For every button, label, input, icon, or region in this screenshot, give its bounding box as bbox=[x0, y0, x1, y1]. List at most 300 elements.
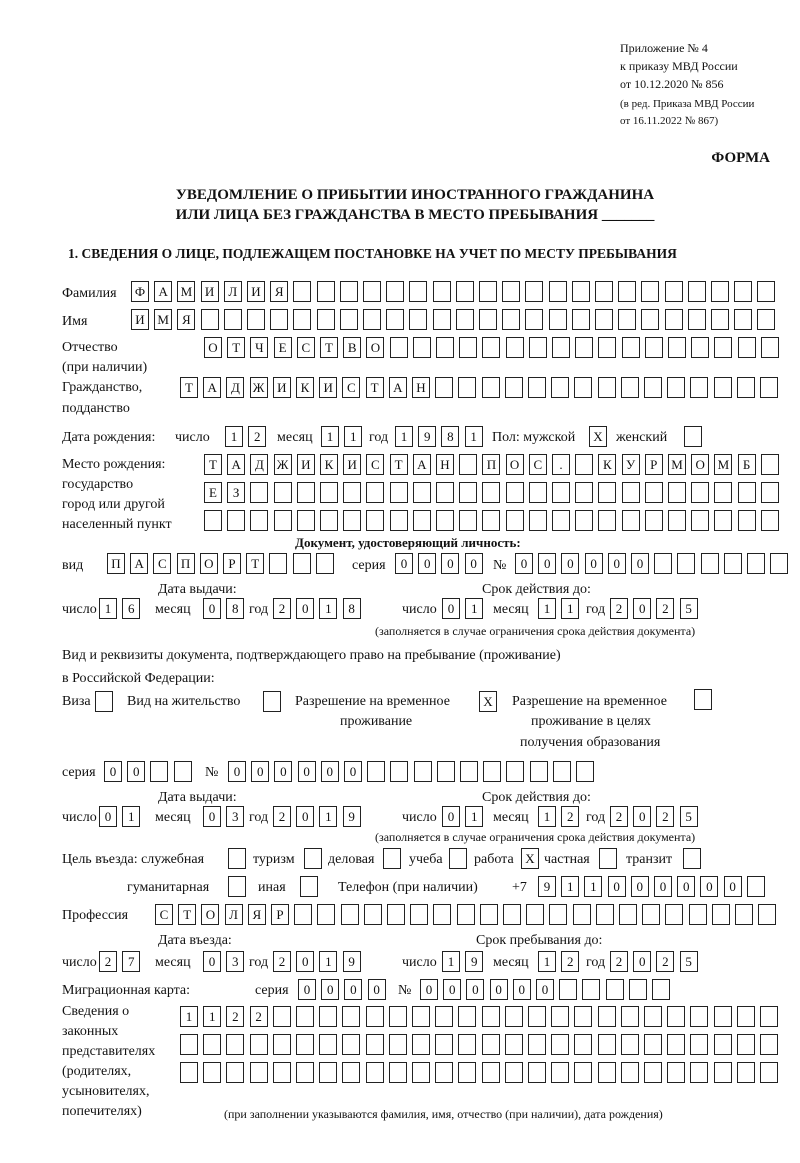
char-box[interactable] bbox=[757, 309, 775, 330]
char-box[interactable] bbox=[618, 309, 636, 330]
char-box[interactable]: 2 bbox=[273, 951, 291, 972]
char-box[interactable]: 0 bbox=[321, 761, 339, 782]
char-box[interactable] bbox=[595, 281, 613, 302]
char-box[interactable]: И bbox=[297, 454, 315, 475]
char-box[interactable]: 0 bbox=[420, 979, 438, 1000]
char-box[interactable] bbox=[273, 1034, 291, 1055]
char-box[interactable]: 9 bbox=[538, 876, 556, 897]
char-box[interactable]: 0 bbox=[298, 761, 316, 782]
char-box[interactable]: 0 bbox=[203, 806, 221, 827]
char-box[interactable]: 9 bbox=[343, 806, 361, 827]
char-box[interactable] bbox=[761, 454, 779, 475]
char-box[interactable] bbox=[389, 1062, 407, 1083]
char-box[interactable] bbox=[761, 510, 779, 531]
char-box[interactable]: 0 bbox=[654, 876, 672, 897]
char-box[interactable]: 0 bbox=[228, 761, 246, 782]
char-box[interactable] bbox=[433, 281, 451, 302]
char-box[interactable] bbox=[409, 281, 427, 302]
char-box[interactable]: 2 bbox=[610, 806, 628, 827]
char-box[interactable]: О bbox=[201, 904, 219, 925]
char-box[interactable]: 0 bbox=[515, 553, 533, 574]
char-box[interactable] bbox=[529, 482, 547, 503]
char-box[interactable] bbox=[665, 904, 683, 925]
char-box[interactable]: 0 bbox=[441, 553, 459, 574]
char-box[interactable] bbox=[273, 1062, 291, 1083]
char-box[interactable]: П bbox=[482, 454, 500, 475]
char-box[interactable] bbox=[688, 309, 706, 330]
char-box[interactable] bbox=[459, 482, 477, 503]
char-box[interactable] bbox=[366, 510, 384, 531]
char-box[interactable]: Т bbox=[178, 904, 196, 925]
char-box[interactable] bbox=[412, 1062, 430, 1083]
char-box[interactable]: 0 bbox=[368, 979, 386, 1000]
char-box[interactable] bbox=[645, 337, 663, 358]
char-box[interactable] bbox=[228, 848, 246, 869]
char-box[interactable] bbox=[482, 1034, 500, 1055]
char-box[interactable] bbox=[559, 979, 577, 1000]
char-box[interactable]: К bbox=[320, 454, 338, 475]
char-box[interactable] bbox=[457, 904, 475, 925]
char-box[interactable]: И bbox=[131, 309, 149, 330]
char-box[interactable]: 0 bbox=[104, 761, 122, 782]
char-box[interactable] bbox=[203, 1034, 221, 1055]
char-box[interactable] bbox=[574, 1006, 592, 1027]
char-box[interactable]: 2 bbox=[610, 598, 628, 619]
char-box[interactable]: 0 bbox=[466, 979, 484, 1000]
char-box[interactable] bbox=[667, 1034, 685, 1055]
char-box[interactable] bbox=[738, 337, 756, 358]
char-box[interactable] bbox=[734, 309, 752, 330]
char-box[interactable] bbox=[341, 904, 359, 925]
char-box[interactable] bbox=[665, 309, 683, 330]
char-box[interactable] bbox=[386, 281, 404, 302]
char-box[interactable]: П bbox=[177, 553, 195, 574]
char-box[interactable] bbox=[690, 1062, 708, 1083]
char-box[interactable] bbox=[596, 904, 614, 925]
char-box[interactable]: 8 bbox=[226, 598, 244, 619]
char-box[interactable]: 1 bbox=[344, 426, 362, 447]
char-box[interactable] bbox=[366, 482, 384, 503]
char-box[interactable] bbox=[619, 904, 637, 925]
char-box[interactable] bbox=[456, 309, 474, 330]
char-box[interactable] bbox=[409, 309, 427, 330]
char-box[interactable]: X bbox=[479, 691, 497, 712]
char-box[interactable] bbox=[319, 1034, 337, 1055]
char-box[interactable] bbox=[435, 377, 453, 398]
char-box[interactable] bbox=[293, 281, 311, 302]
char-box[interactable] bbox=[690, 1006, 708, 1027]
char-box[interactable] bbox=[502, 281, 520, 302]
char-box[interactable] bbox=[300, 876, 318, 897]
char-box[interactable]: М bbox=[668, 454, 686, 475]
char-box[interactable] bbox=[575, 482, 593, 503]
char-box[interactable]: О bbox=[204, 337, 222, 358]
char-box[interactable] bbox=[714, 1062, 732, 1083]
char-box[interactable] bbox=[317, 904, 335, 925]
char-box[interactable] bbox=[340, 309, 358, 330]
char-box[interactable] bbox=[683, 848, 701, 869]
char-box[interactable]: Т bbox=[366, 377, 384, 398]
char-box[interactable]: 0 bbox=[274, 761, 292, 782]
char-box[interactable]: 1 bbox=[225, 426, 243, 447]
char-box[interactable] bbox=[621, 1034, 639, 1055]
char-box[interactable]: 0 bbox=[490, 979, 508, 1000]
char-box[interactable] bbox=[528, 1034, 546, 1055]
char-box[interactable] bbox=[506, 337, 524, 358]
char-box[interactable] bbox=[410, 904, 428, 925]
char-box[interactable] bbox=[711, 309, 729, 330]
char-box[interactable] bbox=[760, 1034, 778, 1055]
char-box[interactable] bbox=[689, 904, 707, 925]
char-box[interactable]: О bbox=[506, 454, 524, 475]
char-box[interactable] bbox=[598, 337, 616, 358]
char-box[interactable] bbox=[180, 1034, 198, 1055]
char-box[interactable]: 0 bbox=[585, 553, 603, 574]
char-box[interactable]: Ф bbox=[131, 281, 149, 302]
char-box[interactable] bbox=[274, 482, 292, 503]
char-box[interactable]: К bbox=[296, 377, 314, 398]
char-box[interactable] bbox=[389, 1006, 407, 1027]
char-box[interactable] bbox=[642, 904, 660, 925]
char-box[interactable]: 9 bbox=[343, 951, 361, 972]
char-box[interactable]: 1 bbox=[180, 1006, 198, 1027]
char-box[interactable] bbox=[367, 761, 385, 782]
char-box[interactable] bbox=[760, 377, 778, 398]
char-box[interactable] bbox=[459, 510, 477, 531]
char-box[interactable] bbox=[549, 281, 567, 302]
char-box[interactable] bbox=[502, 309, 520, 330]
char-box[interactable] bbox=[364, 904, 382, 925]
char-box[interactable] bbox=[366, 1062, 384, 1083]
char-box[interactable]: Н bbox=[436, 454, 454, 475]
char-box[interactable]: Л bbox=[224, 281, 242, 302]
char-box[interactable] bbox=[690, 377, 708, 398]
char-box[interactable] bbox=[293, 553, 311, 574]
char-box[interactable]: 0 bbox=[443, 979, 461, 1000]
char-box[interactable] bbox=[644, 1034, 662, 1055]
char-box[interactable] bbox=[297, 510, 315, 531]
char-box[interactable] bbox=[203, 1062, 221, 1083]
char-box[interactable] bbox=[482, 1006, 500, 1027]
char-box[interactable]: 2 bbox=[99, 951, 117, 972]
char-box[interactable] bbox=[414, 761, 432, 782]
char-box[interactable] bbox=[714, 1006, 732, 1027]
char-box[interactable] bbox=[250, 482, 268, 503]
char-box[interactable] bbox=[297, 482, 315, 503]
char-box[interactable] bbox=[529, 510, 547, 531]
char-box[interactable] bbox=[390, 337, 408, 358]
char-box[interactable]: 7 bbox=[122, 951, 140, 972]
char-box[interactable] bbox=[622, 337, 640, 358]
char-box[interactable]: 0 bbox=[442, 598, 460, 619]
char-box[interactable] bbox=[459, 454, 477, 475]
char-box[interactable] bbox=[737, 1006, 755, 1027]
char-box[interactable] bbox=[263, 691, 281, 712]
char-box[interactable] bbox=[598, 510, 616, 531]
char-box[interactable] bbox=[506, 761, 524, 782]
char-box[interactable]: Н bbox=[412, 377, 430, 398]
char-box[interactable]: И bbox=[319, 377, 337, 398]
char-box[interactable] bbox=[574, 1062, 592, 1083]
char-box[interactable] bbox=[227, 510, 245, 531]
char-box[interactable] bbox=[760, 1062, 778, 1083]
char-box[interactable]: М bbox=[714, 454, 732, 475]
char-box[interactable]: Р bbox=[271, 904, 289, 925]
char-box[interactable] bbox=[458, 1062, 476, 1083]
char-box[interactable] bbox=[573, 904, 591, 925]
char-box[interactable]: 1 bbox=[538, 951, 556, 972]
char-box[interactable]: 0 bbox=[296, 598, 314, 619]
char-box[interactable] bbox=[274, 510, 292, 531]
char-box[interactable] bbox=[652, 979, 670, 1000]
char-box[interactable]: 0 bbox=[395, 553, 413, 574]
char-box[interactable]: 1 bbox=[465, 426, 483, 447]
char-box[interactable]: 1 bbox=[395, 426, 413, 447]
char-box[interactable] bbox=[363, 309, 381, 330]
char-box[interactable]: М bbox=[177, 281, 195, 302]
char-box[interactable] bbox=[180, 1062, 198, 1083]
char-box[interactable]: 2 bbox=[250, 1006, 268, 1027]
char-box[interactable]: С bbox=[155, 904, 173, 925]
char-box[interactable] bbox=[701, 553, 719, 574]
char-box[interactable] bbox=[714, 510, 732, 531]
char-box[interactable]: 2 bbox=[226, 1006, 244, 1027]
char-box[interactable]: 1 bbox=[319, 598, 337, 619]
char-box[interactable] bbox=[747, 876, 765, 897]
char-box[interactable]: X bbox=[589, 426, 607, 447]
char-box[interactable] bbox=[621, 1062, 639, 1083]
char-box[interactable] bbox=[343, 482, 361, 503]
char-box[interactable] bbox=[724, 553, 742, 574]
char-box[interactable] bbox=[204, 510, 222, 531]
char-box[interactable]: С bbox=[366, 454, 384, 475]
char-box[interactable]: О bbox=[366, 337, 384, 358]
char-box[interactable]: 1 bbox=[538, 598, 556, 619]
char-box[interactable] bbox=[529, 337, 547, 358]
char-box[interactable]: 0 bbox=[321, 979, 339, 1000]
char-box[interactable] bbox=[460, 761, 478, 782]
char-box[interactable]: 0 bbox=[418, 553, 436, 574]
char-box[interactable] bbox=[691, 510, 709, 531]
char-box[interactable]: 0 bbox=[203, 951, 221, 972]
char-box[interactable]: Т bbox=[390, 454, 408, 475]
char-box[interactable] bbox=[629, 979, 647, 1000]
char-box[interactable] bbox=[449, 848, 467, 869]
char-box[interactable] bbox=[304, 848, 322, 869]
char-box[interactable]: 1 bbox=[584, 876, 602, 897]
char-box[interactable] bbox=[456, 281, 474, 302]
char-box[interactable] bbox=[390, 761, 408, 782]
char-box[interactable] bbox=[688, 281, 706, 302]
char-box[interactable] bbox=[340, 281, 358, 302]
char-box[interactable]: . bbox=[552, 454, 570, 475]
char-box[interactable] bbox=[552, 337, 570, 358]
char-box[interactable] bbox=[320, 482, 338, 503]
char-box[interactable] bbox=[668, 337, 686, 358]
char-box[interactable] bbox=[694, 689, 712, 710]
char-box[interactable]: Я bbox=[270, 281, 288, 302]
char-box[interactable] bbox=[342, 1034, 360, 1055]
char-box[interactable]: X bbox=[521, 848, 539, 869]
char-box[interactable]: Р bbox=[223, 553, 241, 574]
char-box[interactable] bbox=[437, 761, 455, 782]
char-box[interactable] bbox=[270, 309, 288, 330]
char-box[interactable] bbox=[598, 482, 616, 503]
char-box[interactable] bbox=[758, 904, 776, 925]
char-box[interactable]: 6 bbox=[122, 598, 140, 619]
char-box[interactable]: 0 bbox=[127, 761, 145, 782]
char-box[interactable] bbox=[574, 1034, 592, 1055]
char-box[interactable]: 1 bbox=[99, 598, 117, 619]
char-box[interactable] bbox=[226, 1062, 244, 1083]
char-box[interactable] bbox=[606, 979, 624, 1000]
char-box[interactable] bbox=[598, 1034, 616, 1055]
char-box[interactable]: 0 bbox=[251, 761, 269, 782]
char-box[interactable] bbox=[691, 482, 709, 503]
char-box[interactable] bbox=[684, 426, 702, 447]
char-box[interactable] bbox=[296, 1006, 314, 1027]
char-box[interactable] bbox=[668, 482, 686, 503]
char-box[interactable] bbox=[482, 482, 500, 503]
char-box[interactable] bbox=[641, 309, 659, 330]
char-box[interactable] bbox=[575, 454, 593, 475]
char-box[interactable]: И bbox=[343, 454, 361, 475]
char-box[interactable]: Е bbox=[274, 337, 292, 358]
char-box[interactable]: Б bbox=[738, 454, 756, 475]
char-box[interactable]: 3 bbox=[226, 951, 244, 972]
char-box[interactable] bbox=[690, 1034, 708, 1055]
char-box[interactable]: 1 bbox=[465, 806, 483, 827]
char-box[interactable]: З bbox=[227, 482, 245, 503]
char-box[interactable] bbox=[294, 904, 312, 925]
char-box[interactable] bbox=[390, 510, 408, 531]
char-box[interactable]: 0 bbox=[608, 876, 626, 897]
char-box[interactable] bbox=[598, 1006, 616, 1027]
char-box[interactable] bbox=[247, 309, 265, 330]
char-box[interactable] bbox=[413, 510, 431, 531]
char-box[interactable] bbox=[387, 904, 405, 925]
char-box[interactable] bbox=[737, 377, 755, 398]
char-box[interactable] bbox=[525, 309, 543, 330]
char-box[interactable] bbox=[528, 1062, 546, 1083]
char-box[interactable] bbox=[665, 281, 683, 302]
char-box[interactable]: В bbox=[343, 337, 361, 358]
char-box[interactable]: Т bbox=[320, 337, 338, 358]
char-box[interactable]: 0 bbox=[344, 979, 362, 1000]
char-box[interactable]: 5 bbox=[680, 598, 698, 619]
char-box[interactable]: И bbox=[201, 281, 219, 302]
char-box[interactable]: Ж bbox=[274, 454, 292, 475]
char-box[interactable] bbox=[574, 377, 592, 398]
char-box[interactable] bbox=[575, 510, 593, 531]
char-box[interactable] bbox=[761, 482, 779, 503]
char-box[interactable]: 1 bbox=[538, 806, 556, 827]
char-box[interactable]: О bbox=[691, 454, 709, 475]
char-box[interactable] bbox=[412, 1034, 430, 1055]
char-box[interactable]: У bbox=[622, 454, 640, 475]
char-box[interactable] bbox=[553, 761, 571, 782]
char-box[interactable] bbox=[436, 510, 454, 531]
char-box[interactable] bbox=[389, 1034, 407, 1055]
char-box[interactable] bbox=[386, 309, 404, 330]
char-box[interactable] bbox=[459, 337, 477, 358]
char-box[interactable]: 0 bbox=[344, 761, 362, 782]
char-box[interactable] bbox=[714, 377, 732, 398]
char-box[interactable] bbox=[645, 510, 663, 531]
char-box[interactable] bbox=[735, 904, 753, 925]
char-box[interactable]: И bbox=[273, 377, 291, 398]
char-box[interactable] bbox=[738, 510, 756, 531]
char-box[interactable]: 0 bbox=[608, 553, 626, 574]
char-box[interactable]: Я bbox=[248, 904, 266, 925]
char-box[interactable] bbox=[668, 510, 686, 531]
char-box[interactable]: Ж bbox=[250, 377, 268, 398]
char-box[interactable]: 1 bbox=[319, 806, 337, 827]
char-box[interactable] bbox=[505, 1006, 523, 1027]
char-box[interactable] bbox=[363, 281, 381, 302]
char-box[interactable]: 0 bbox=[538, 553, 556, 574]
char-box[interactable]: 0 bbox=[631, 876, 649, 897]
char-box[interactable]: Р bbox=[645, 454, 663, 475]
char-box[interactable] bbox=[644, 1062, 662, 1083]
char-box[interactable]: 0 bbox=[724, 876, 742, 897]
char-box[interactable]: 9 bbox=[465, 951, 483, 972]
char-box[interactable]: Л bbox=[225, 904, 243, 925]
char-box[interactable] bbox=[528, 1006, 546, 1027]
char-box[interactable]: А bbox=[203, 377, 221, 398]
char-box[interactable]: 2 bbox=[561, 806, 579, 827]
char-box[interactable] bbox=[228, 876, 246, 897]
char-box[interactable]: 1 bbox=[465, 598, 483, 619]
char-box[interactable] bbox=[618, 281, 636, 302]
char-box[interactable] bbox=[201, 309, 219, 330]
char-box[interactable] bbox=[677, 553, 695, 574]
char-box[interactable] bbox=[458, 377, 476, 398]
char-box[interactable] bbox=[413, 337, 431, 358]
char-box[interactable]: 0 bbox=[633, 951, 651, 972]
char-box[interactable] bbox=[714, 1034, 732, 1055]
char-box[interactable] bbox=[712, 904, 730, 925]
char-box[interactable] bbox=[482, 377, 500, 398]
char-box[interactable] bbox=[436, 482, 454, 503]
char-box[interactable]: Т bbox=[246, 553, 264, 574]
char-box[interactable] bbox=[479, 281, 497, 302]
char-box[interactable] bbox=[503, 904, 521, 925]
char-box[interactable]: 8 bbox=[343, 598, 361, 619]
char-box[interactable]: 2 bbox=[656, 951, 674, 972]
char-box[interactable]: С bbox=[529, 454, 547, 475]
char-box[interactable]: Т bbox=[227, 337, 245, 358]
char-box[interactable] bbox=[644, 377, 662, 398]
char-box[interactable] bbox=[482, 510, 500, 531]
char-box[interactable] bbox=[552, 482, 570, 503]
char-box[interactable] bbox=[770, 553, 788, 574]
char-box[interactable] bbox=[572, 281, 590, 302]
char-box[interactable] bbox=[595, 309, 613, 330]
char-box[interactable]: 1 bbox=[122, 806, 140, 827]
char-box[interactable] bbox=[599, 848, 617, 869]
char-box[interactable] bbox=[551, 1062, 569, 1083]
char-box[interactable] bbox=[269, 553, 287, 574]
char-box[interactable]: С bbox=[342, 377, 360, 398]
char-box[interactable]: С bbox=[153, 553, 171, 574]
char-box[interactable] bbox=[641, 281, 659, 302]
char-box[interactable] bbox=[250, 1062, 268, 1083]
char-box[interactable]: 2 bbox=[273, 598, 291, 619]
char-box[interactable] bbox=[296, 1062, 314, 1083]
char-box[interactable] bbox=[552, 510, 570, 531]
char-box[interactable] bbox=[582, 979, 600, 1000]
